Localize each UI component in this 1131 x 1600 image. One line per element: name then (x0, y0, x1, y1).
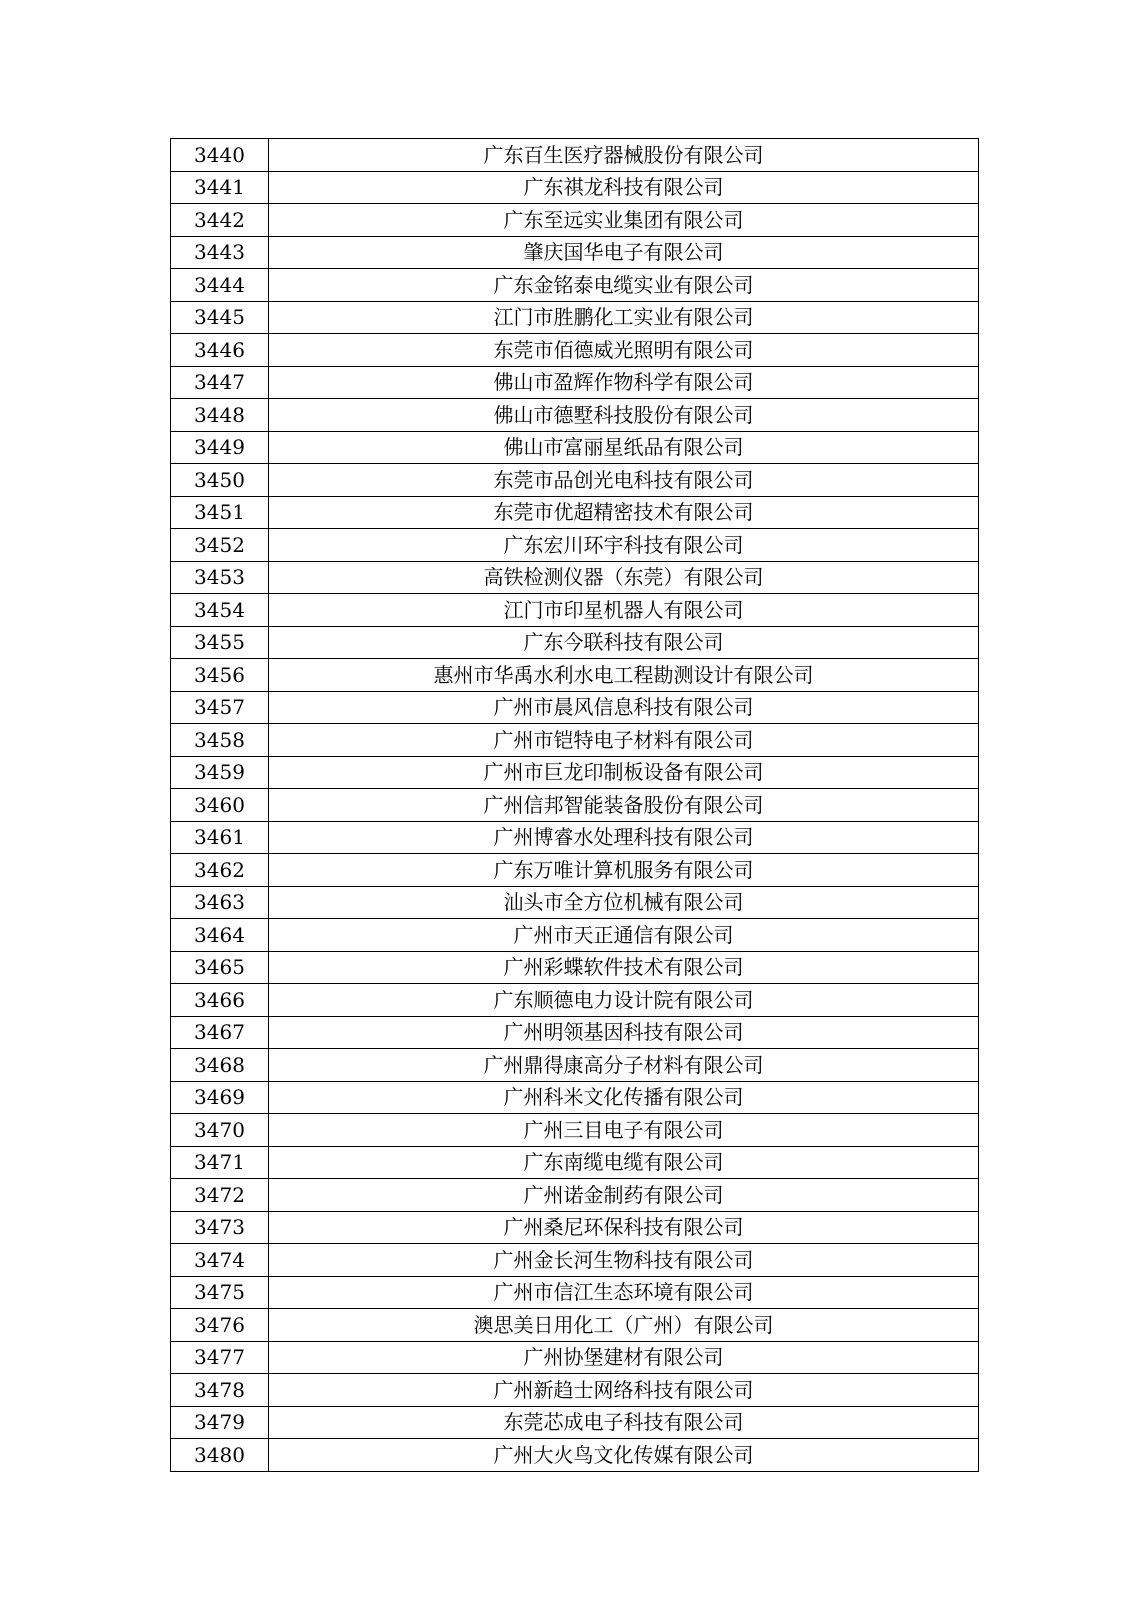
table-row (171, 659, 979, 692)
company-name-cell: 广州彩蝶软件技术有限公司 (269, 951, 979, 984)
table-row (171, 1309, 979, 1342)
table-row (171, 366, 979, 399)
table-row (171, 756, 979, 789)
table-row (171, 464, 979, 497)
company-name-cell: 广州博睿水处理科技有限公司 (269, 821, 979, 854)
row-number-cell: 3454 (171, 594, 269, 627)
company-name-cell: 广州新趋士网络科技有限公司 (269, 1374, 979, 1407)
company-name-cell: 广州市晨风信息科技有限公司 (269, 691, 979, 724)
company-name-cell: 广州金长河生物科技有限公司 (269, 1244, 979, 1277)
company-name-cell: 广州桑尼环保科技有限公司 (269, 1211, 979, 1244)
row-number-cell: 3478 (171, 1374, 269, 1407)
row-number-cell: 3470 (171, 1114, 269, 1147)
company-name-cell: 广州三目电子有限公司 (269, 1114, 979, 1147)
row-number-cell: 3444 (171, 269, 269, 302)
table-row (171, 821, 979, 854)
row-number-cell: 3460 (171, 789, 269, 822)
company-name-cell: 广东南缆电缆有限公司 (269, 1146, 979, 1179)
company-name-cell: 广州市信江生态环境有限公司 (269, 1276, 979, 1309)
row-number-cell: 3465 (171, 951, 269, 984)
company-name-cell: 广东万唯计算机服务有限公司 (269, 854, 979, 887)
row-number-cell: 3451 (171, 496, 269, 529)
row-number-cell: 3466 (171, 984, 269, 1017)
company-name-cell: 广州大火鸟文化传媒有限公司 (269, 1439, 979, 1472)
company-name-cell: 佛山市盈辉作物科学有限公司 (269, 366, 979, 399)
row-number-cell: 3455 (171, 626, 269, 659)
table-row (171, 984, 979, 1017)
row-number-cell: 3440 (171, 139, 269, 172)
company-name-cell: 广州鼎得康高分子材料有限公司 (269, 1049, 979, 1082)
table-row (171, 204, 979, 237)
row-number-cell: 3461 (171, 821, 269, 854)
row-number-cell: 3463 (171, 886, 269, 919)
table-row (171, 139, 979, 172)
table-row (171, 886, 979, 919)
row-number-cell: 3441 (171, 171, 269, 204)
row-number-cell: 3452 (171, 529, 269, 562)
row-number-cell: 3442 (171, 204, 269, 237)
row-number-cell: 3467 (171, 1016, 269, 1049)
row-number-cell: 3469 (171, 1081, 269, 1114)
row-number-cell: 3447 (171, 366, 269, 399)
company-name-cell: 广州信邦智能装备股份有限公司 (269, 789, 979, 822)
row-number-cell: 3458 (171, 724, 269, 757)
table-row (171, 854, 979, 887)
company-name-cell: 广州协堡建材有限公司 (269, 1341, 979, 1374)
table-row (171, 691, 979, 724)
row-number-cell: 3476 (171, 1309, 269, 1342)
company-name-cell: 广州市铠特电子材料有限公司 (269, 724, 979, 757)
row-number-cell: 3459 (171, 756, 269, 789)
table-row (171, 919, 979, 952)
table-row (171, 1179, 979, 1212)
company-name-cell: 肇庆国华电子有限公司 (269, 236, 979, 269)
row-number-cell: 3448 (171, 399, 269, 432)
company-name-cell: 东莞市佰德威光照明有限公司 (269, 334, 979, 367)
row-number-cell: 3443 (171, 236, 269, 269)
table-row (171, 1341, 979, 1374)
company-name-cell: 广东祺龙科技有限公司 (269, 171, 979, 204)
table-row (171, 1081, 979, 1114)
row-number-cell: 3446 (171, 334, 269, 367)
table-row (171, 724, 979, 757)
company-name-cell: 澳思美日用化工（广州）有限公司 (269, 1309, 979, 1342)
table-row (171, 626, 979, 659)
table-row (171, 1439, 979, 1472)
row-number-cell: 3480 (171, 1439, 269, 1472)
table-row (171, 399, 979, 432)
table-row (171, 1211, 979, 1244)
company-name-cell: 广州科米文化传播有限公司 (269, 1081, 979, 1114)
row-number-cell: 3450 (171, 464, 269, 497)
table-row (171, 334, 979, 367)
company-name-cell: 广州市巨龙印制板设备有限公司 (269, 756, 979, 789)
table-row (171, 561, 979, 594)
table-row (171, 1016, 979, 1049)
table-row (171, 1244, 979, 1277)
table-row (171, 431, 979, 464)
company-name-cell: 广州明领基因科技有限公司 (269, 1016, 979, 1049)
company-name-cell: 惠州市华禹水利水电工程勘测设计有限公司 (269, 659, 979, 692)
row-number-cell: 3445 (171, 301, 269, 334)
table-row (171, 951, 979, 984)
company-name-cell: 汕头市全方位机械有限公司 (269, 886, 979, 919)
company-name-cell: 江门市胜鹏化工实业有限公司 (269, 301, 979, 334)
company-name-cell: 江门市印星机器人有限公司 (269, 594, 979, 627)
table-row (171, 789, 979, 822)
row-number-cell: 3477 (171, 1341, 269, 1374)
company-name-cell: 广东金铭泰电缆实业有限公司 (269, 269, 979, 302)
row-number-cell: 3471 (171, 1146, 269, 1179)
row-number-cell: 3462 (171, 854, 269, 887)
row-number-cell: 3453 (171, 561, 269, 594)
table-row (171, 1406, 979, 1439)
row-number-cell: 3464 (171, 919, 269, 952)
row-number-cell: 3473 (171, 1211, 269, 1244)
company-name-cell: 广州市天正通信有限公司 (269, 919, 979, 952)
table-row (171, 594, 979, 627)
table-row (171, 301, 979, 334)
row-number-cell: 3457 (171, 691, 269, 724)
company-list-table (170, 138, 979, 1472)
table-row (171, 1114, 979, 1147)
table-row (171, 1146, 979, 1179)
row-number-cell: 3449 (171, 431, 269, 464)
table-row (171, 236, 979, 269)
company-name-cell: 广州诺金制药有限公司 (269, 1179, 979, 1212)
table-row (171, 1276, 979, 1309)
row-number-cell: 3474 (171, 1244, 269, 1277)
row-number-cell: 3456 (171, 659, 269, 692)
row-number-cell: 3472 (171, 1179, 269, 1212)
company-name-cell: 广东至远实业集团有限公司 (269, 204, 979, 237)
company-name-cell: 佛山市德墅科技股份有限公司 (269, 399, 979, 432)
company-name-cell: 广东今联科技有限公司 (269, 626, 979, 659)
company-name-cell: 广东百生医疗器械股份有限公司 (269, 139, 979, 172)
company-name-cell: 广东顺德电力设计院有限公司 (269, 984, 979, 1017)
row-number-cell: 3468 (171, 1049, 269, 1082)
company-name-cell: 东莞芯成电子科技有限公司 (269, 1406, 979, 1439)
row-number-cell: 3479 (171, 1406, 269, 1439)
company-name-cell: 高铁检测仪器（东莞）有限公司 (269, 561, 979, 594)
table-row (171, 1049, 979, 1082)
row-number-cell: 3475 (171, 1276, 269, 1309)
table-row (171, 1374, 979, 1407)
company-name-cell: 东莞市品创光电科技有限公司 (269, 464, 979, 497)
company-name-cell: 广东宏川环宇科技有限公司 (269, 529, 979, 562)
table-row (171, 171, 979, 204)
company-name-cell: 东莞市优超精密技术有限公司 (269, 496, 979, 529)
company-name-cell: 佛山市富丽星纸品有限公司 (269, 431, 979, 464)
table-body (171, 139, 979, 1472)
table-row (171, 529, 979, 562)
table-row (171, 496, 979, 529)
table-row (171, 269, 979, 302)
